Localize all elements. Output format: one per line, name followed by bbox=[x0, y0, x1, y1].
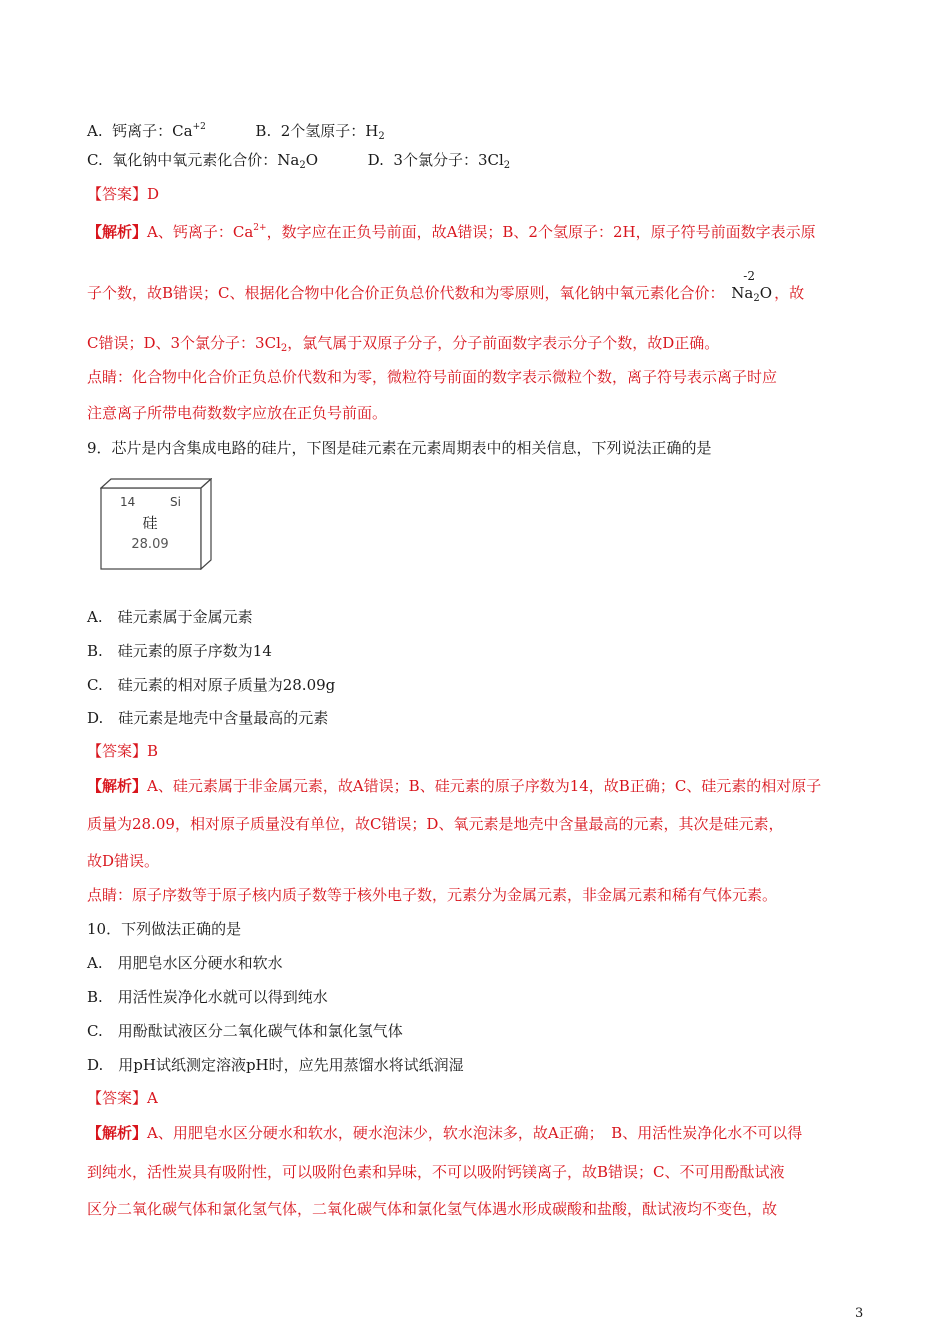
q9-option-c: C. 硅元素的相对原子质量为28.09g bbox=[87, 676, 336, 694]
q10-option-c: C. 用酚酞试液区分二氧化碳气体和氯化氢气体 bbox=[87, 1022, 403, 1040]
q8-explanation-line-2: 子个数，故B错误；C、根据化合物中化合价正负总价代数和为零原则，氧化钠中氧元素化合价： -2 $Na_2O$ ，故 bbox=[87, 283, 804, 309]
card-side-face bbox=[201, 479, 211, 569]
q9-answer: 【答案】B bbox=[87, 742, 159, 760]
q8-explanation-line-1: 【解析】A、钙离子：$Ca^{2+}$，数字应在正负号前面，故A错误；B、2个氢原子：2H，原子符号前面数字表示原 bbox=[87, 223, 816, 241]
silicon-element-card bbox=[100, 478, 212, 570]
card-top-face bbox=[101, 479, 211, 488]
q9-explanation-line-2: 质量为28.09，相对原子质量没有单位，故C错误；D、氧元素是地壳中含量最高的元素，其次是硅元素， bbox=[87, 815, 784, 833]
q10-explanation-line-1: 【解析】A、用肥皂水区分硬水和软水，硬水泡沫少，软水泡沫多，故A正确； B、用活性炭净化水不可以得 bbox=[87, 1124, 803, 1142]
q8-explanation-line-3: C错误；D、3个氯分子：$3Cl_2$，氯气属于双原子分子，分子前面数字表示分子个数，故D正确。 bbox=[87, 334, 720, 354]
q8-options-cd: C. 氧化钠中氧元素化合价：$Na_2O$ D. 3个氯分子：$3Cl_2$ bbox=[87, 151, 511, 171]
oxygen-valence-notation: -2 $Na_2O$ bbox=[731, 269, 773, 304]
q9-option-d: D. 硅元素是地壳中含量最高的元素 bbox=[87, 709, 329, 727]
q10-option-a: A. 用肥皂水区分硬水和软水 bbox=[87, 954, 283, 972]
q10-answer: 【答案】A bbox=[87, 1089, 158, 1107]
q8-note-line-2: 注意离子所带电荷数数字应放在正负号前面。 bbox=[87, 404, 388, 422]
card-atomic-mass: 28.09 bbox=[131, 537, 169, 552]
q10-question: 10．下列做法正确的是 bbox=[87, 920, 242, 938]
q9-note: 点睛：原子序数等于原子核内质子数等于核外电子数，元素分为金属元素，非金属元素和稀有气体元素。 bbox=[87, 886, 778, 904]
card-element-name: 硅 bbox=[142, 514, 158, 532]
card-symbol: Si bbox=[170, 495, 181, 509]
q8-options-ab: A. 钙离子：$Ca^{+2}$ B. 2个氢原子：$H_2$ bbox=[87, 122, 385, 142]
q10-explanation-line-2: 到纯水，活性炭具有吸附性，可以吸附色素和异味，不可以吸附钙镁离子，故B错误；C、不可用酚酞试液 bbox=[87, 1163, 785, 1181]
q9-option-b: B. 硅元素的原子序数为14 bbox=[87, 642, 272, 660]
q9-explanation-line-1: 【解析】A、硅元素属于非金属元素，故A错误；B、硅元素的原子序数为14，故B正确；C、硅元素的相对原子 bbox=[87, 777, 822, 795]
q10-option-d: D. 用pH试纸测定溶液pH时，应先用蒸馏水将试纸润湿 bbox=[87, 1056, 464, 1074]
q8-note-line-1: 点睛：化合物中化合价正负总价代数和为零，微粒符号前面的数字表示微粒个数，离子符号表示离子时应 bbox=[87, 368, 778, 386]
q9-explanation-line-3: 故D错误。 bbox=[87, 852, 160, 870]
q10-option-b: B. 用活性炭净化水就可以得到纯水 bbox=[87, 988, 328, 1006]
card-atomic-number: 14 bbox=[120, 495, 136, 509]
q9-option-a: A. 硅元素属于金属元素 bbox=[87, 608, 253, 626]
q10-explanation-line-3: 区分二氧化碳气体和氯化氢气体，二氧化碳气体和氯化氢气体遇水形成碳酸和盐酸，酞试液均不变色，故 bbox=[87, 1200, 778, 1218]
q8-answer: 【答案】D bbox=[87, 185, 160, 203]
q9-question: 9．芯片是内含集成电路的硅片，下图是硅元素在元素周期表中的相关信息，下列说法正确的是 bbox=[87, 439, 712, 457]
page-number: 3 bbox=[855, 1306, 864, 1321]
